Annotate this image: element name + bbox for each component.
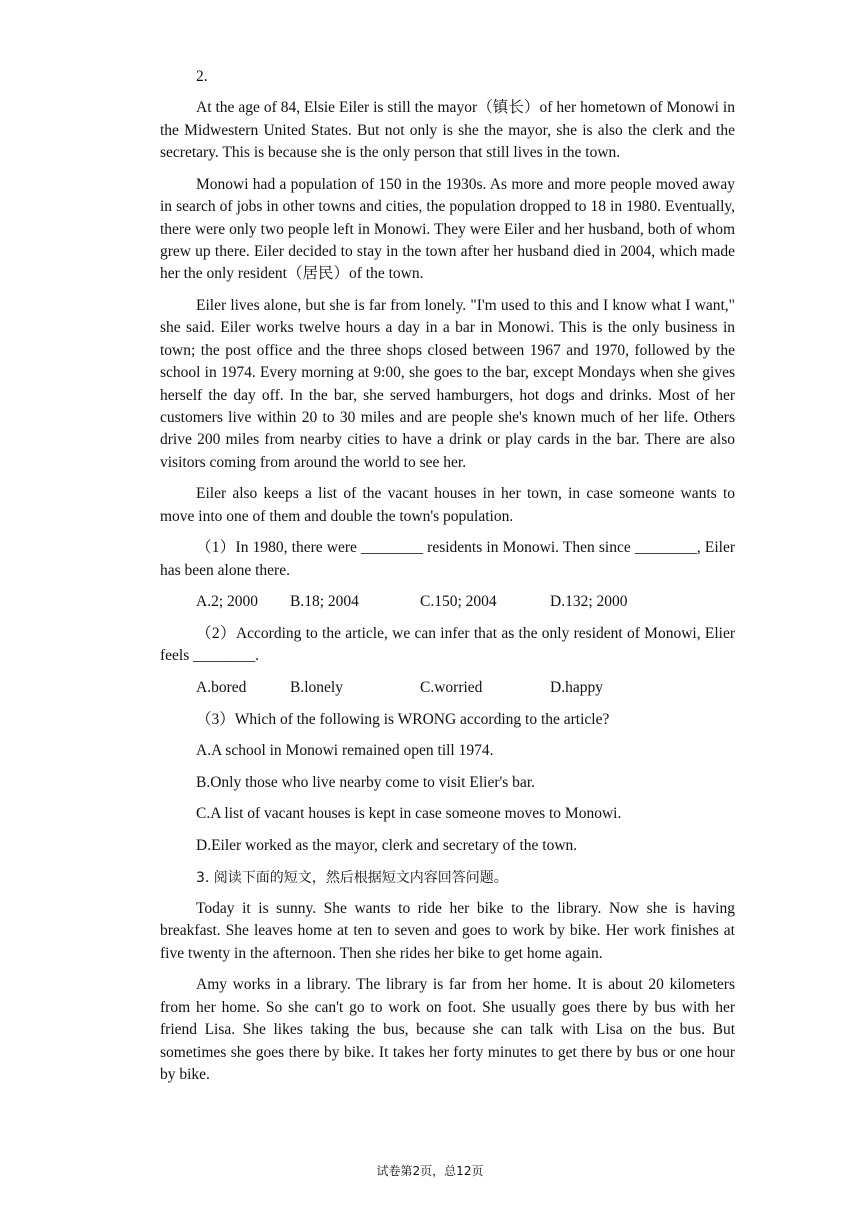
question-3-stem: （3）Which of the following is WRONG according to the article?: [196, 710, 610, 728]
passage-paragraph-3: Eiler lives alone, but she is far from lonely. "I'm used to this and I know what I want," she said. Eiler works twelve hours a day in a bar in Monowi. This is the only business in town; the post office and the three shops closed between 1967 and 1970, followed by the school in 1974. Every morning at 9:00, she goes to the bar, except Mondays when she gives herself the day off. In the bar, she served hamburgers, hot dogs and drinks. Most of her customers live within 20 to 30 miles and are people she's known much of her life. Others drive 200 miles from nearby cities to have a drink or play cards in the bar. There are also visitors coming from around the world to see her.: [160, 297, 735, 471]
option-a: A.A school in Monowi remained open till 1974.: [196, 742, 494, 760]
passage-paragraph-5: Today it is sunny. She wants to ride her bike to the library. Now she is having breakfast. She leaves home at ten to seven and goes to work by bike. Her work finishes at five twenty in the afternoon. Then she rides her bike to get home again.: [160, 900, 735, 962]
question-number: 2.: [196, 68, 208, 85]
option-d: D.132; 2000: [550, 593, 628, 611]
passage-paragraph-1: At the age of 84, Elsie Eiler is still the mayor（镇长）of her hometown of Monowi in the Midwestern United States. But not only is she the mayor, she is also the clerk and the secretary. This is because she is the only person that still lives in the town.: [160, 99, 735, 162]
option-d: D.happy: [550, 679, 603, 697]
option-c: C.150; 2004: [420, 593, 497, 611]
question-2-stem: （2）According to the article, we can infer that as the only resident of Monowi, Elier feels ________.: [160, 625, 735, 665]
page-footer: 试卷第2页，总12页: [376, 1164, 484, 1178]
option-b: B.Only those who live nearby come to visit Elier's bar.: [196, 773, 535, 791]
option-c: C.worried: [420, 679, 483, 697]
option-b: B.lonely: [290, 679, 343, 697]
option-b: B.18; 2004: [290, 593, 359, 611]
option-c: C.A list of vacant houses is kept in case someone moves to Monowi.: [196, 805, 622, 823]
option-a: A.bored: [196, 679, 247, 697]
passage-paragraph-2: Monowi had a population of 150 in the 1930s. As more and more people moved away in search of jobs in other towns and cities, the population dropped to 18 in 1980. Eventually, there were only two people left in Monowi. They were Eiler and her husband, both of whom grew up there. Eiler decided to stay in the town after her husband died in 2004, which made her the only resident（居民）of the town.: [160, 175, 735, 283]
exam-page: [160, 66, 735, 1096]
question-1-options: [160, 591, 735, 613]
option-d: D.Eiler worked as the mayor, clerk and secretary of the town.: [196, 837, 578, 855]
passage-paragraph-6: Amy works in a library. The library is far from her home. It is about 20 kilometers from her home. So she can't go to work on foot. She usually goes there by bus with her friend Lisa. She likes taking the bus, because she can talk with Lisa on the bus. But sometimes she goes there by bike. It takes her forty minutes to get there by bus or one hour by bike.: [160, 976, 735, 1084]
passage-paragraph-4: Eiler also keeps a list of the vacant houses in her town, in case someone wants to move into one of them and double the town's population.: [160, 485, 735, 525]
question-2-options: [160, 677, 735, 699]
question-1-stem: （1）In 1980, there were ________ residents in Monowi. Then since ________, Eiler has been alone there.: [160, 539, 735, 579]
option-a: A.2; 2000: [196, 593, 258, 611]
question-3-heading: 3. 阅读下面的短文，然后根据短文内容回答问题。: [196, 869, 508, 886]
